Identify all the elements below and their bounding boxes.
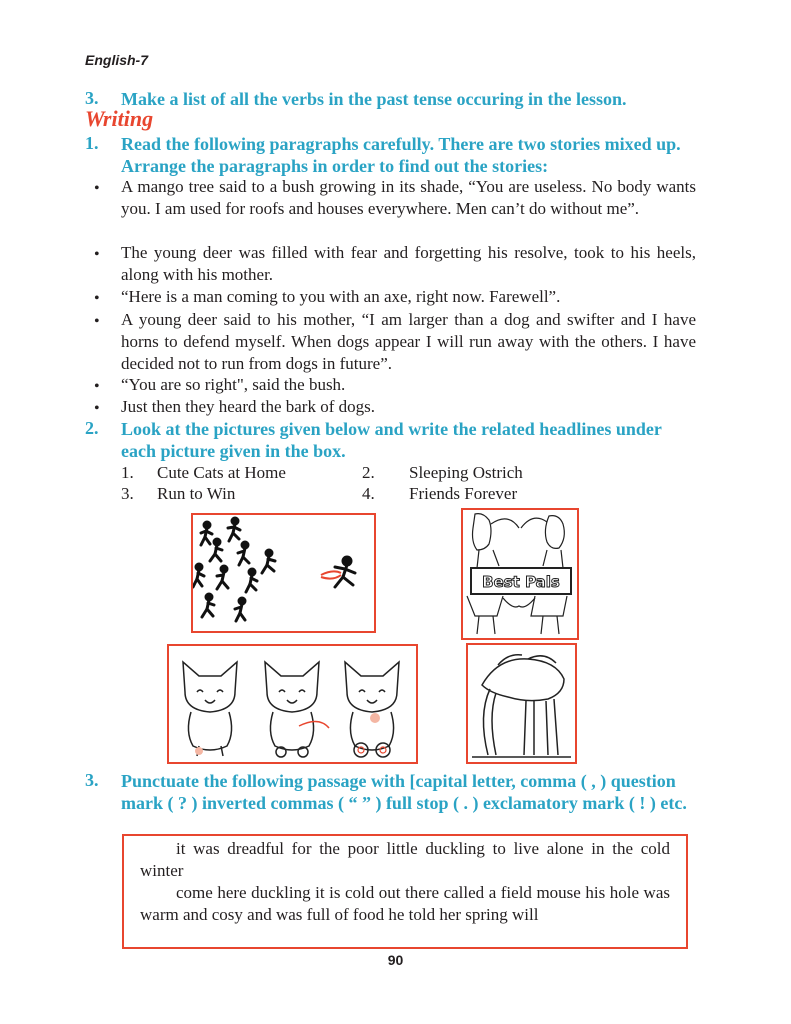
list-item: Just then they heard the bark of dogs. [121,397,375,416]
bullet-marker: • [94,378,100,395]
best-pals-sign: Best Pals [482,573,560,591]
list-item: A mango tree said to a bush growing in its shade, “You are useless. No body wants you. I am used for roofs and houses everywhere. Men can’t do without me”. [121,177,696,218]
passage-paragraph: come here duckling it is cold out there called a field mouse his hole was warm and cosy and was full of food he told her spring will [140,883,670,924]
option-label: Sleeping Ostrich [409,463,523,482]
passage-box [122,834,688,949]
section-title: Writing [85,106,154,131]
picture-running-race [191,513,376,633]
friends-illustration [463,510,577,638]
question-text: Punctuate the following passage with [capital letter, comma ( , ) question mark ( ? ) inverted commas ( “ ” ) full stop ( . ) exclamatory mark ( ! ) etc. [121,771,687,813]
option-number: 3. [121,484,134,503]
bullet-marker: • [94,180,100,197]
passage-paragraph: it was dreadful for the poor little duckling to live alone in the cold winter [140,839,670,880]
option-label: Friends Forever [409,484,518,503]
question-text: Read the following paragraphs carefully. There are two stories mixed up. Arrange the paragraphs in order to find out the stories: [121,134,681,176]
question-number: 3. [85,88,99,108]
bullet-marker: • [94,400,100,417]
question-number: 3. [85,770,99,790]
book-header: English-7 [85,52,149,68]
picture-best-pals [461,508,579,640]
option-label: Cute Cats at Home [157,463,286,482]
cats-illustration [169,646,416,762]
question-text: Look at the pictures given below and write the related headlines under each picture given in the box. [121,419,662,461]
ostrich-illustration [468,645,575,762]
option-number: 4. [362,484,375,503]
list-item: “You are so right", said the bush. [121,375,346,394]
list-item: A young deer said to his mother, “I am larger than a dog and swifter and I have horns to defend myself. When dogs appear I will run away with the others. I have decided not to run from dogs in future”. [121,310,696,373]
list-item: The young deer was filled with fear and forgetting his resolve, took to his heels, along with his mother. [121,243,696,284]
question-number: 1. [85,133,99,153]
question-number: 2. [85,418,99,438]
picture-cute-cats [167,644,418,764]
option-label: Run to Win [157,484,236,503]
running-figures-illustration [193,515,374,631]
picture-sleeping-ostrich [466,643,577,764]
bullet-marker: • [94,313,100,330]
bullet-marker: • [94,290,100,307]
list-item: “Here is a man coming to you with an axe, right now. Farewell”. [121,287,561,306]
bullet-marker: • [94,246,100,263]
option-number: 1. [121,463,134,482]
question-text: Make a list of all the verbs in the past tense occuring in the lesson. [121,89,627,109]
option-number: 2. [362,463,375,482]
page-number: 90 [387,952,404,968]
